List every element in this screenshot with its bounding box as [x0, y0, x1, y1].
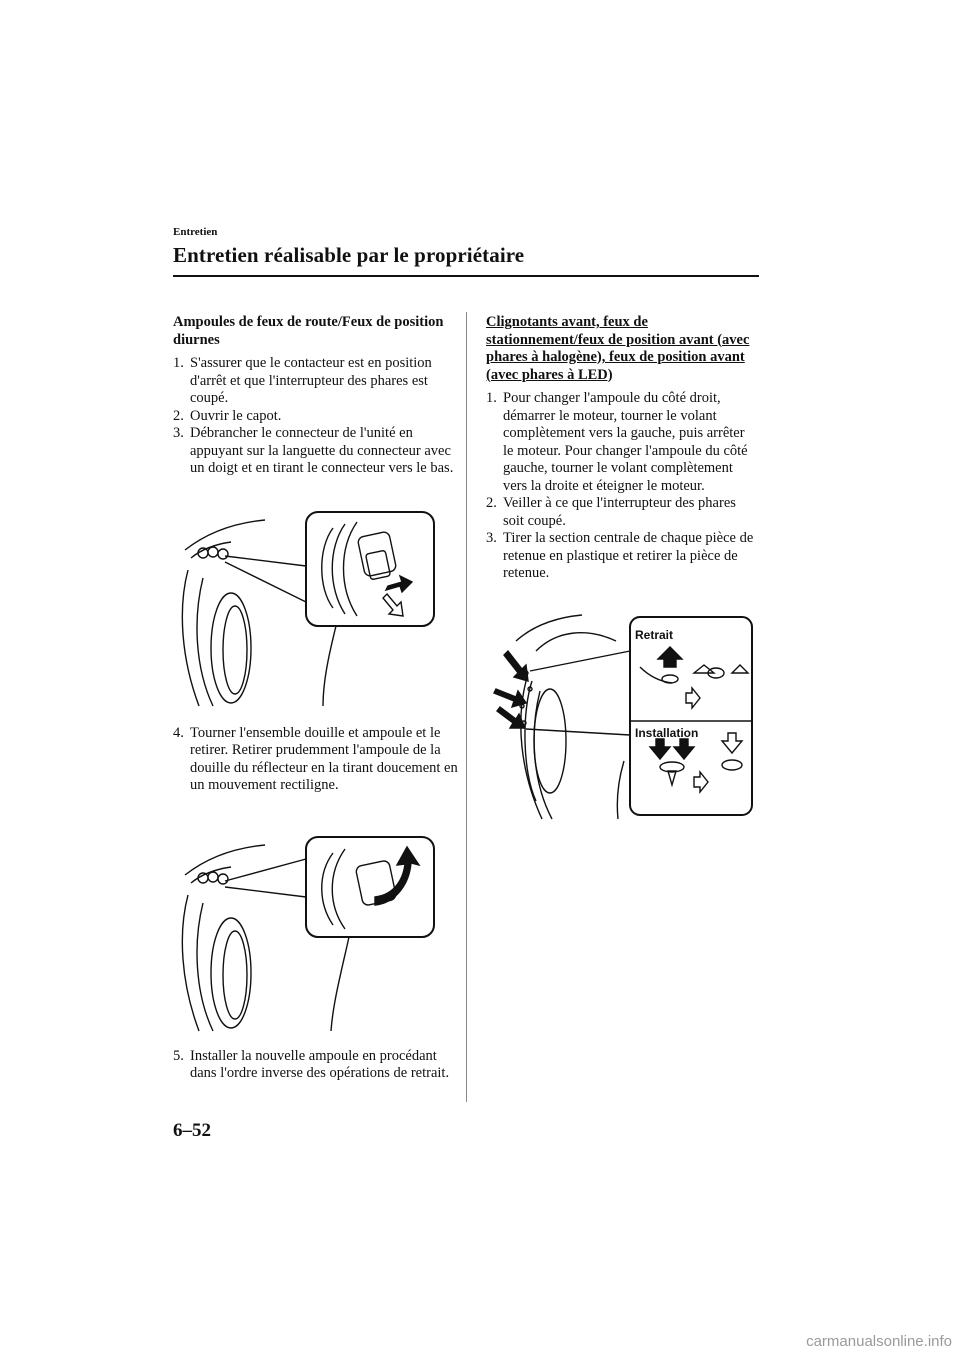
steps-list-a — [173, 355, 458, 478]
step-item: 2. Veiller à ce que l'interrupteur des phares soit coupé. — [486, 495, 736, 529]
steps-list-c — [173, 1048, 458, 1083]
column-divider — [466, 312, 467, 1102]
step-item: 4. Tourner l'ensemble douille et ampoule et le retirer. Retirer prudemment l'ampoule de la douille du réflecteur en la tirant doucement en un mouvement rectiligne. — [173, 724, 458, 793]
installation-label: Installation — [635, 725, 699, 740]
removal-label: Retrait — [635, 627, 674, 642]
step-item: 1. S'assurer que le contacteur est en position d'arrêt et que l'interrupteur des phares est coupé. — [173, 355, 432, 406]
bulb-socket-illustration — [173, 833, 443, 1033]
chapter-title: Entretien réalisable par le propriétaire — [173, 243, 525, 267]
section-label: Entretien — [173, 226, 218, 238]
right-column — [486, 314, 758, 826]
steps-list-right — [486, 390, 758, 583]
watermark: carmanualsonline.info — [806, 1333, 952, 1350]
step-item: 3. Tirer la section centrale de chaque pièce de retenue en plastique et retirer la pièce de retenue. — [486, 530, 754, 581]
turn-signal-heading: Clignotants avant, feux de stationnement/feux de position avant (avec phares à halogène), feux de position avant (avec phares à LED) — [486, 314, 750, 383]
page-number: 6–52 — [173, 1120, 211, 1141]
step-item: 5. Installer la nouvelle ampoule en procédant dans l'ordre inverse des opérations de retrait. — [173, 1047, 450, 1081]
headlight-bulb-heading: Ampoules de feux de route/Feux de position diurnes — [173, 314, 444, 348]
step-item: 2. Ouvrir le capot. — [173, 407, 282, 424]
left-column — [173, 314, 458, 1083]
header-rule — [173, 275, 759, 277]
retainer-illustration — [486, 611, 758, 821]
steps-list-b — [173, 725, 458, 795]
step-item: 1. Pour changer l'ampoule du côté droit, démarrer le moteur, tourner le volant complètement vers la gauche, puis arrêter le moteur. Pour changer l'ampoule du côté gauche, tourner le volant complètement vers la droite et éteigner le moteur. — [486, 390, 748, 494]
connector-illustration — [173, 508, 443, 708]
step-item: 3. Débrancher le connecteur de l'unité en appuyant sur la languette du connecteur avec un doigt et en tirant le connecteur vers le bas. — [173, 425, 454, 476]
